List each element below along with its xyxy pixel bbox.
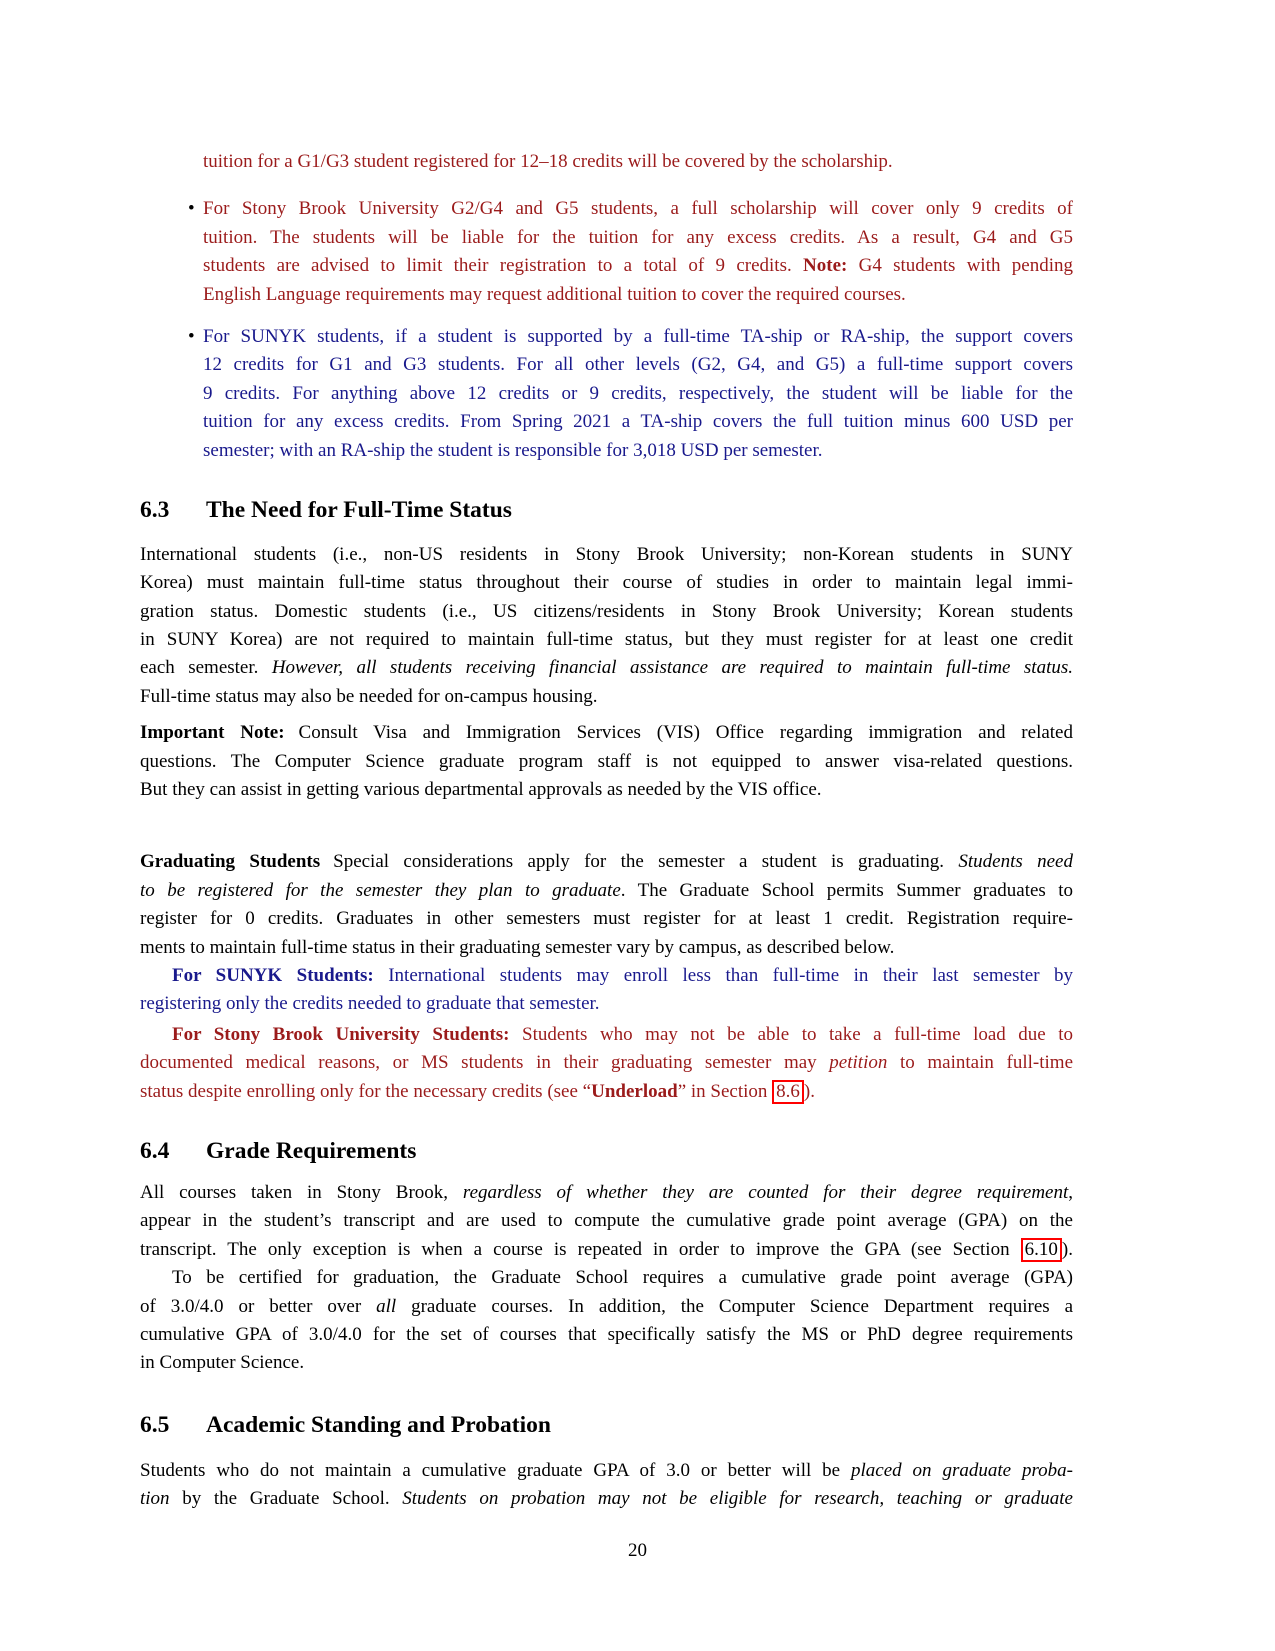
text-run: But they can assist in getting various departmental approvals as needed by the VIS office.: [140, 779, 822, 801]
text-line: [140, 848, 1073, 876]
text-run: All courses taken in Stony Brook,: [140, 1181, 463, 1203]
text-run: status despite enrolling only for the necessary credits (see “: [140, 1080, 592, 1102]
section-title: The Need for Full-Time Status: [206, 496, 512, 523]
text-line: [203, 351, 1073, 379]
text-run: tuition for a G1/G3 student registered for 12–18 credits will be covered by the scholarship.: [203, 151, 893, 172]
text-line: [140, 1349, 1073, 1377]
text-run: ments to maintain full-time status in their graduating semester vary by campus, as described below.: [140, 936, 895, 958]
text-line: [140, 776, 1073, 804]
text-run: by the Graduate School.: [169, 1488, 403, 1510]
text-line: [203, 380, 1073, 408]
section-heading-6-5: [140, 1410, 1073, 1440]
text-run: in SUNY Korea) are not required to maintain full-time status, but they must register for at least one credit: [140, 629, 1073, 651]
text-run: Korea) must maintain full-time status throughout their course of studies in order to maintain legal immi-: [140, 572, 1073, 594]
text-run: ).: [1061, 1238, 1073, 1260]
text-line: [140, 654, 1073, 682]
bold-text: For SUNYK Students:: [172, 964, 374, 986]
text-line: [140, 1321, 1073, 1349]
text-run: documented medical reasons, or MS students in their graduating semester may: [140, 1052, 830, 1074]
text-line: [140, 598, 1073, 626]
paragraph-sunyk-graduating: [140, 962, 1073, 1019]
text-run: 12 credits for G1 and G3 students. For all other levels (G2, G4, and G5) a full-time support covers: [203, 354, 1073, 376]
bold-text: Note:: [803, 255, 848, 277]
bold-text: Underload: [591, 1080, 678, 1102]
page-number: 20: [628, 1540, 647, 1561]
text-run: students are advised to limit their registration to a total of 9 credits.: [203, 255, 804, 277]
text-run: Consult Visa and Immigration Services (VIS) Office regarding immigration and related: [298, 722, 1073, 744]
text-run: registering only the credits needed to graduate that semester.: [140, 993, 600, 1015]
text-line: [140, 1264, 1073, 1292]
text-run: ).: [803, 1080, 815, 1102]
text-line: [140, 626, 1073, 654]
text-run: International students may enroll less than full-time in their last semester by: [373, 964, 1073, 986]
bullet-item-sbu-scholarship: [140, 195, 1073, 309]
text-run: International students (i.e., non-US residents in Stony Brook University; non-Korean students in SUNY: [140, 543, 1073, 565]
text-line: [203, 224, 1073, 252]
text-line: [203, 252, 1073, 280]
section-title: Grade Requirements: [206, 1137, 417, 1164]
text-line: [203, 437, 1073, 465]
text-run: G4 students with pending: [847, 255, 1073, 277]
text-run: to maintain full-time: [887, 1052, 1073, 1074]
paragraph-grade-requirements: [140, 1179, 1073, 1378]
text-run: of 3.0/4.0 or better over: [140, 1295, 377, 1317]
text-line: [140, 1293, 1073, 1321]
italic-text: to be registered for the semester they plan to graduate: [140, 879, 621, 901]
text-run: questions. The Computer Science graduate program staff is not equipped to answer visa-related questions.: [140, 750, 1073, 772]
text-line: [140, 1236, 1073, 1264]
text-line: [203, 195, 1073, 223]
text-run: Students who may not be able to take a full-time load due to: [509, 1023, 1073, 1045]
text-line: [140, 1457, 1073, 1485]
bullet-continuation: [140, 148, 1073, 176]
text-run: Students who do not maintain a cumulative graduate GPA of 3.0 or better will be: [140, 1459, 852, 1481]
text-run: English Language requirements may request additional tuition to cover the required courses.: [203, 283, 906, 305]
section-number: 6.3: [140, 496, 170, 523]
text-line: [203, 323, 1073, 351]
text-line: [140, 877, 1073, 905]
text-run: tuition. The students will be liable for the tuition for any excess credits. As a result, G4 and G5: [203, 226, 1073, 248]
italic-text: placed on graduate proba-: [851, 1459, 1073, 1481]
text-line: [140, 934, 1073, 962]
text-run: gration status. Domestic students (i.e., US citizens/residents in Stony Brook University; Korean students: [140, 600, 1073, 622]
text-line: [203, 281, 1073, 309]
text-line: [140, 1078, 1073, 1106]
text-run: tuition for any excess credits. From Spring 2021 a TA-ship covers the full tuition minus 600 USD per: [203, 411, 1073, 433]
bullet-icon: •: [188, 198, 195, 220]
text-run: ,: [1068, 1181, 1073, 1203]
bullet-icon: •: [188, 325, 195, 347]
bullet-item-sunyk-support: [140, 323, 1073, 465]
text-line: [140, 569, 1073, 597]
text-run: For Stony Brook University G2/G4 and G5 students, a full scholarship will cover only 9 credits of: [203, 198, 1073, 220]
paragraph-graduating-students: [140, 848, 1073, 962]
text-line: [140, 1485, 1073, 1513]
text-line: [140, 905, 1073, 933]
text-line: [140, 541, 1073, 569]
text-line: [140, 990, 1073, 1018]
text-line: [203, 408, 1073, 436]
text-line: [140, 1021, 1073, 1049]
bold-text: Important Note:: [140, 722, 285, 744]
section-number: 6.5: [140, 1411, 170, 1438]
text-run: graduate courses. In addition, the Computer Science Department requires a: [396, 1295, 1073, 1317]
text-line: [140, 683, 1073, 711]
paragraph-important-note: [140, 719, 1073, 804]
text-run: in Computer Science.: [140, 1352, 305, 1374]
text-run: transcript. The only exception is when a course is repeated in order to improve the GPA (see Section: [140, 1238, 1021, 1260]
text-run: . The Graduate School permits Summer graduates to: [620, 879, 1073, 901]
paragraph-academic-standing: [140, 1457, 1073, 1514]
italic-text: all: [376, 1295, 397, 1317]
text-line: [140, 1049, 1073, 1077]
text-run: Special considerations apply for the semester a student is graduating.: [333, 851, 959, 873]
text-run: appear in the student’s transcript and are used to compute the cumulative grade point average (GPA) on the: [140, 1210, 1073, 1232]
paragraph-full-time-status: [140, 541, 1073, 711]
section-ref-link[interactable]: 6.10: [1021, 1238, 1062, 1262]
text-run: register for 0 credits. Graduates in other semesters must register for at least 1 credit. Registration require-: [140, 908, 1073, 930]
text-line: [203, 148, 1073, 176]
section-ref-link[interactable]: 8.6: [772, 1080, 804, 1104]
text-run: Full-time status may also be needed for on-campus housing.: [140, 685, 598, 707]
section-title: Academic Standing and Probation: [206, 1411, 551, 1438]
text-line: [140, 1207, 1073, 1235]
section-heading-6-3: [140, 495, 1073, 525]
text-run: each semester.: [140, 657, 272, 679]
italic-text: tion: [140, 1488, 170, 1510]
text-line: [140, 962, 1073, 990]
italic-text: Students need: [958, 851, 1073, 873]
bold-text: For Stony Brook University Students:: [172, 1023, 510, 1045]
text-run: semester; with an RA-ship the student is responsible for 3,018 USD per semester.: [203, 439, 823, 461]
bold-text: Graduating Students: [140, 851, 321, 873]
italic-text: Students on probation may not be eligible for research, teaching or graduate: [402, 1488, 1073, 1510]
text-line: [140, 719, 1073, 747]
italic-text: However, all students receiving financial assistance are required to maintain full-time status.: [271, 657, 1073, 679]
section-heading-6-4: [140, 1136, 1073, 1166]
italic-text: regardless of whether they are counted for their degree requirement: [462, 1181, 1069, 1203]
text-run: 9 credits. For anything above 12 credits or 9 credits, respectively, the student will be liable for the: [203, 382, 1073, 404]
text-line: [140, 1179, 1073, 1207]
text-run: cumulative GPA of 3.0/4.0 for the set of courses that specifically satisfy the MS or PhD degree requirements: [140, 1323, 1073, 1345]
section-number: 6.4: [140, 1137, 170, 1164]
text-run: For SUNYK students, if a student is supported by a full-time TA-ship or RA-ship, the support covers: [203, 325, 1073, 347]
text-run: To be certified for graduation, the Graduate School requires a cumulative grade point average (GPA): [172, 1267, 1073, 1289]
text-line: [140, 748, 1073, 776]
paragraph-sbu-graduating: [140, 1021, 1073, 1106]
content: [140, 0, 1073, 1513]
italic-text: petition: [829, 1052, 888, 1074]
text-run: ” in Section: [677, 1080, 773, 1102]
